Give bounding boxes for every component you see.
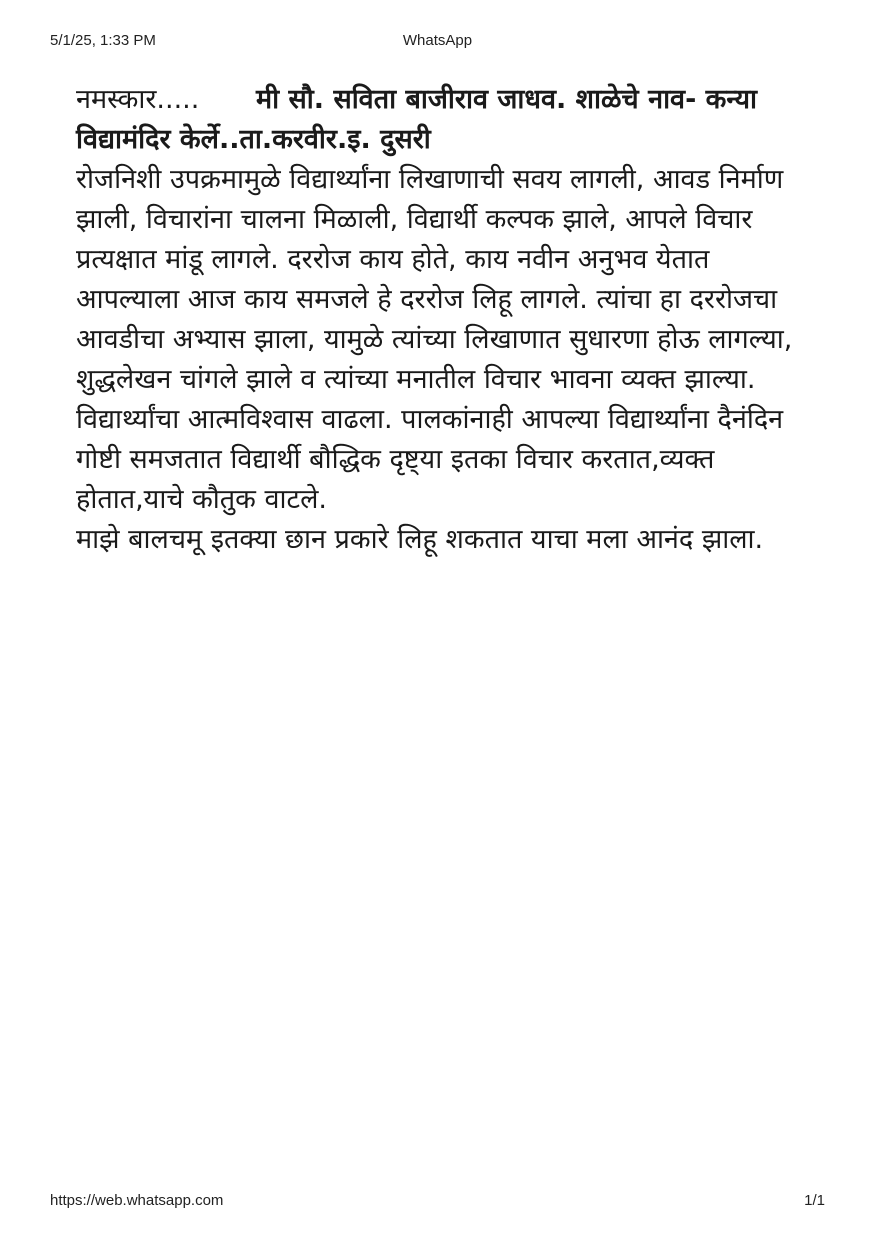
author-line: मी सौ. सविता बाजीराव जाधव. शाळेचे नाव- कन्या विद्यामंदिर केर्ले..ता.करवीर.इ. दुसरी xyxy=(76,84,758,155)
print-datetime: 5/1/25, 1:33 PM xyxy=(50,32,156,49)
print-header xyxy=(50,32,825,52)
message-heading xyxy=(76,80,816,160)
message-body xyxy=(76,80,816,560)
page-number: 1/1 xyxy=(804,1192,825,1209)
greeting-text: नमस्कार..... xyxy=(76,84,200,115)
page-title: WhatsApp xyxy=(402,32,473,49)
paragraph-1: रोजनिशी उपक्रमामुळे विद्यार्थ्यांना लिखाणाची सवय लागली, आवड निर्माण झाली, विचारांना चालना मिळाली, विद्यार्थी कल्पक झाले, आपले विचार प्रत्यक्षात मांडू लागले. दररोज काय होते, काय नवीन अनुभव येतात आपल्याला आज काय समजले हे दररोज लिहू लागले. त्यांचा हा दररोजचा आवडीचा अभ्यास झाला, यामुळे त्यांच्या लिखाणात सुधारणा होऊ लागल्या, शुद्धलेखन चांगले झाले व त्यांच्या मनातील विचार भावना व्यक्त झाल्या. विद्यार्थ्यांचा आत्मविश्वास वाढला. पालकांनाही आपल्या विद्यार्थ्यांना दैनंदिन गोष्टी समजतात विद्यार्थी बौद्धिक दृष्ट्या इतका विचार करतात,व्यक्त होतात,याचे कौतुक वाटले. xyxy=(76,164,793,515)
page-url: https://web.whatsapp.com xyxy=(50,1192,224,1209)
print-footer xyxy=(50,1192,825,1212)
paragraph-2: माझे बालचमू इतक्या छान प्रकारे लिहू शकतात याचा मला आनंद झाला. xyxy=(76,524,764,555)
